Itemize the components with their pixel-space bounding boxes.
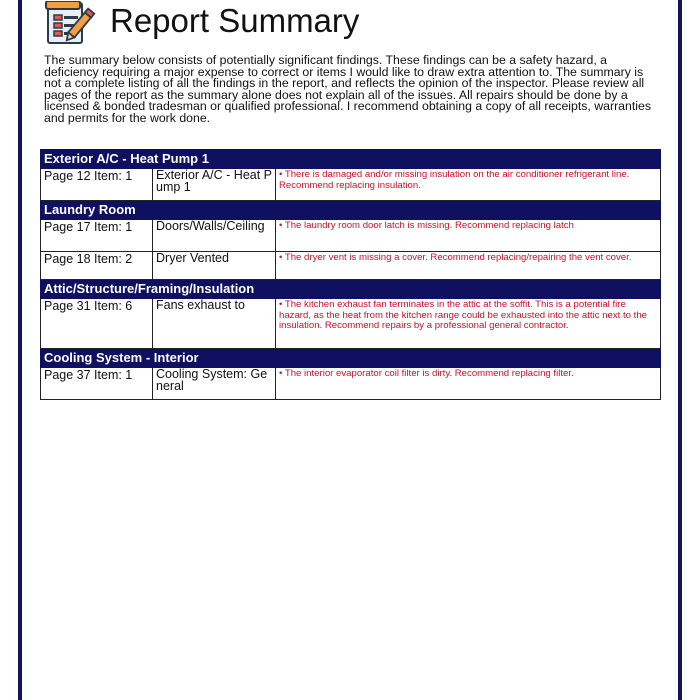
row-location: Page 12 Item: 1 bbox=[41, 169, 153, 201]
row-item: Cooling System: General bbox=[153, 368, 276, 400]
intro-paragraph: The summary below consists of potentially significant findings. These findings can be a safety hazard, a deficiency requiring a major expense to correct or items I would like to draw extra attention to. The summary is not a complete listing of all the findings in the report, and reflects the opinion of the inspector. Please review all pages of the report as the summary alone does not explain all of the issues. All repairs should be done by a licensed & bonded tradesman or qualified professional. I recommend obtaining a copy of all receipts, warranties and permits for the work done. bbox=[44, 53, 651, 125]
table-row bbox=[41, 169, 661, 201]
section-header bbox=[41, 349, 661, 368]
report-header bbox=[44, 0, 359, 50]
table-row bbox=[41, 252, 661, 280]
table-row bbox=[41, 220, 661, 252]
row-location: Page 18 Item: 2 bbox=[41, 252, 153, 280]
section-header bbox=[41, 150, 661, 169]
page-title: Report Summary bbox=[110, 2, 360, 39]
section-title: Exterior A/C - Heat Pump 1 bbox=[41, 150, 661, 169]
summary-table bbox=[40, 149, 661, 400]
section-header bbox=[41, 280, 661, 299]
row-note: • The kitchen exhaust fan terminates in the attic at the soffit. This is a potential fire hazard, as the heat from the kitchen range could be exhausted into the attic next to the insulation. Recommend repairs by a professional general contractor. bbox=[276, 299, 661, 349]
table-row bbox=[41, 368, 661, 400]
page-border-right bbox=[678, 0, 682, 700]
row-note: • The interior evaporator coil filter is dirty. Recommend replacing filter. bbox=[276, 368, 661, 400]
row-note: • The laundry room door latch is missing. Recommend replacing latch bbox=[276, 220, 661, 252]
row-note: • There is damaged and/or missing insulation on the air conditioner refrigerant line. Recommend replacing insulation. bbox=[276, 169, 661, 201]
row-location: Page 17 Item: 1 bbox=[41, 220, 153, 252]
row-item: Exterior A/C - Heat Pump 1 bbox=[153, 169, 276, 201]
section-title: Cooling System - Interior bbox=[41, 349, 661, 368]
section-title: Attic/Structure/Framing/Insulation bbox=[41, 280, 661, 299]
row-item: Fans exhaust to bbox=[153, 299, 276, 349]
section-header bbox=[41, 201, 661, 220]
row-item: Dryer Vented bbox=[153, 252, 276, 280]
report-pencil-icon bbox=[44, 1, 102, 49]
table-row bbox=[41, 299, 661, 349]
row-location: Page 31 Item: 6 bbox=[41, 299, 153, 349]
section-title: Laundry Room bbox=[41, 201, 661, 220]
page-border-left bbox=[18, 0, 22, 700]
row-item: Doors/Walls/Ceiling bbox=[153, 220, 276, 252]
row-location: Page 37 Item: 1 bbox=[41, 368, 153, 400]
row-note: • The dryer vent is missing a cover. Recommend replacing/repairing the vent cover. bbox=[276, 252, 661, 280]
